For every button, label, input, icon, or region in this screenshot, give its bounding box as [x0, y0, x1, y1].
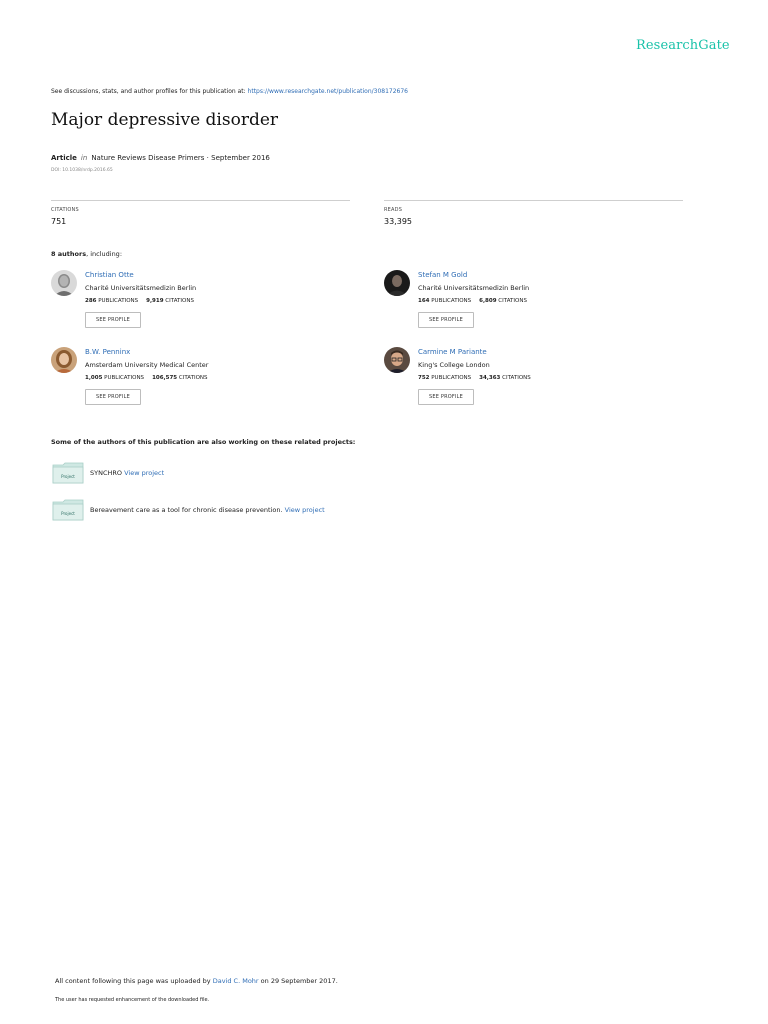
author-citations-count: 6,809: [479, 298, 497, 304]
author-citations-label: CITATIONS: [178, 375, 208, 381]
article-type: Article: [51, 154, 77, 162]
uploaded-prefix: All content following this page was uploaded by: [55, 977, 213, 985]
author-citations-count: 34,363: [479, 375, 501, 381]
see-profile-button[interactable]: SEE PROFILE: [85, 312, 141, 328]
see-profile-button[interactable]: SEE PROFILE: [85, 389, 141, 405]
author-stats: [418, 375, 531, 381]
enhancement-note: The user has requested enhancement of the downloaded file.: [55, 997, 210, 1003]
author-name-link[interactable]: Stefan M Gold: [418, 271, 468, 279]
author-citations-count: 9,919: [146, 298, 164, 304]
uploaded-suffix: on 29 September 2017.: [258, 977, 338, 985]
publications-label: PUBLICATIONS: [431, 375, 472, 381]
authors-heading: [51, 250, 122, 258]
portrait-grayscale-icon[interactable]: [51, 270, 77, 296]
publications-count: 286: [85, 298, 97, 304]
see-profile-button[interactable]: SEE PROFILE: [418, 389, 474, 405]
publication-meta: [51, 154, 270, 162]
reads-value: 33,395: [384, 217, 412, 226]
authors-count: 8 authors: [51, 250, 87, 258]
view-project-link[interactable]: View project: [284, 506, 325, 514]
author-name-link[interactable]: B.W. Penninx: [85, 348, 131, 356]
project-name: SYNCHRO: [90, 469, 123, 477]
reads-stat: [384, 200, 683, 226]
publications-label: PUBLICATIONS: [98, 298, 139, 304]
publications-count: 752: [418, 375, 430, 381]
page-title: Major depressive disorder: [51, 110, 279, 130]
author-card: [384, 347, 684, 417]
folder-label: Project: [61, 511, 75, 516]
researchgate-logo[interactable]: ResearchGate: [636, 38, 730, 53]
author-stats: [85, 375, 208, 381]
reads-label: READS: [384, 207, 403, 213]
author-institution: Amsterdam University Medical Center: [85, 361, 209, 369]
citations-stat: [51, 200, 350, 226]
publications-label: PUBLICATIONS: [431, 298, 472, 304]
author-name-link[interactable]: Christian Otte: [85, 271, 134, 279]
author-card: [384, 270, 684, 340]
discussion-line: [51, 88, 408, 95]
citations-value: 751: [51, 217, 67, 226]
publications-count: 1,005: [85, 375, 103, 381]
citations-label: CITATIONS: [51, 207, 79, 213]
author-citations-label: CITATIONS: [498, 298, 527, 304]
author-institution: Charité Universitätsmedizin Berlin: [418, 284, 530, 292]
project-text: [90, 469, 164, 477]
journal-name[interactable]: Nature Reviews Disease Primers · September 2016: [91, 154, 270, 162]
authors-heading-rest: , including:: [86, 250, 123, 258]
author-stats: [418, 298, 527, 304]
author-institution: King's College London: [418, 361, 490, 369]
project-text: [90, 506, 325, 514]
author-card: [51, 270, 351, 340]
author-name-link[interactable]: Carmine M Pariante: [418, 348, 487, 356]
related-projects-heading: Some of the authors of this publication are also working on these related projects:: [51, 438, 356, 446]
author-stats: [85, 298, 194, 304]
folder-icon: [52, 462, 84, 484]
author-citations-count: 106,575: [152, 375, 178, 381]
in-label: in: [80, 154, 88, 162]
publications-count: 164: [418, 298, 430, 304]
author-citations-label: CITATIONS: [165, 298, 194, 304]
author-card: [51, 347, 351, 417]
uploader-link[interactable]: David C. Mohr: [212, 977, 259, 985]
portrait-glasses-icon[interactable]: [384, 347, 410, 373]
view-project-link[interactable]: View project: [124, 469, 165, 477]
author-institution: Charité Universitätsmedizin Berlin: [85, 284, 197, 292]
publication-url-link[interactable]: https://www.researchgate.net/publication/308172676: [247, 88, 408, 95]
folder-label: Project: [61, 474, 75, 479]
folder-icon: [52, 499, 84, 521]
author-citations-label: CITATIONS: [502, 375, 531, 381]
portrait-color-icon[interactable]: [51, 347, 77, 373]
see-profile-button[interactable]: SEE PROFILE: [418, 312, 474, 328]
doi: DOI: 10.1038/nrdp.2016.65: [51, 168, 113, 173]
publications-label: PUBLICATIONS: [104, 375, 145, 381]
portrait-dark-icon[interactable]: [384, 270, 410, 296]
project-name: Bereavement care as a tool for chronic disease prevention.: [90, 506, 283, 514]
uploaded-by-line: [55, 977, 338, 985]
discussion-text: See discussions, stats, and author profiles for this publication at:: [51, 88, 248, 95]
